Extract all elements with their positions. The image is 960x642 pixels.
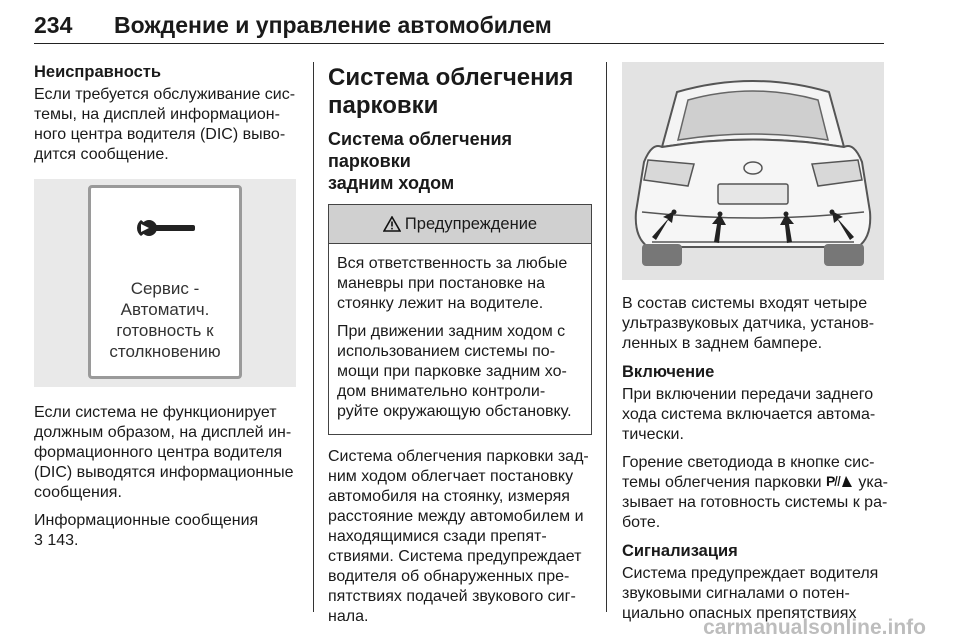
car-rear-figure <box>622 62 884 280</box>
column-divider-1 <box>313 62 314 612</box>
warning-body: Вся ответственность за любые маневры при постановке на стоянку лежит на водителе. При движении задним ходом с использованием системы по- мощи при парковке задним хо- дом внимательно контроли- руйте окружающую обстановку. <box>337 255 572 420</box>
parking-assist-description: Система облегчения парковки зад- ним ходом облегчает постановку автомобиля на стоянку, измеряя расстояние между автомобилем и находящимися сзади препят- ствиями. Система предупреждает водителя об обнаруженных пре- пятствиях подачей звукового сиг- нала. <box>328 448 589 625</box>
enable-paragraph: При включении передачи заднего хода система включается автома- тически. <box>622 386 876 443</box>
warning-header: Предупреждение <box>329 205 591 244</box>
page-header <box>34 4 884 44</box>
section-title-parking-assist: Система облегчения парковки <box>328 64 574 119</box>
column-divider-2 <box>606 62 607 612</box>
warning-triangle-icon <box>383 216 401 232</box>
section-heading-signaling: Сигнализация <box>622 542 738 560</box>
subsection-title-rear-parking: Система облегчения парковки задним ходом <box>328 129 513 193</box>
parking-assist-icon <box>826 474 854 488</box>
signaling-paragraph: Система предупреждает водителя звуковыми сигналами о потен- циально опасных препятствиях <box>622 565 879 622</box>
sensors-paragraph: В состав системы входят четыре ультразвуковых датчика, установ- ленных в заднем бампере. <box>622 295 875 352</box>
reference-link[interactable]: 143. <box>47 532 79 549</box>
reference-arrow-icon: 3 <box>34 532 43 549</box>
section-heading-malfunction: Неисправность <box>34 63 162 81</box>
warning-box <box>328 204 592 435</box>
watermark: carmanualsonline.info <box>703 616 926 639</box>
car-rear-illustration <box>622 62 884 280</box>
info-messages-reference: Информационные сообщения 3 143. <box>34 512 259 549</box>
dic-message: Сервис - Автоматич. готовность к столкновению <box>109 279 221 361</box>
malfunction-paragraph: Если требуется обслуживание сис- темы, на дисплей информацион- ного центра водителя (DIC) выво- дится сообщение. <box>34 86 296 163</box>
column-left <box>34 62 296 559</box>
dic-display <box>88 185 242 379</box>
wrench-icon <box>137 214 197 244</box>
chapter-title: Вождение и управление автомобилем <box>114 12 552 38</box>
column-middle <box>328 62 592 635</box>
page-number: 234 <box>34 12 73 38</box>
dic-figure <box>34 179 296 387</box>
dic-info-paragraph: Если система не функционирует должным образом, на дисплей ин- формационного центра водителя (DIC) выводятся информационные сообщения. <box>34 404 294 501</box>
svg-text:P: P <box>825 474 836 488</box>
column-right <box>622 62 892 632</box>
section-heading-enable: Включение <box>622 363 715 381</box>
led-paragraph: Горение светодиода в кнопке сис- темы облегчения парковки P ука- зывает на готовность системы к ра- боте. <box>622 454 888 531</box>
